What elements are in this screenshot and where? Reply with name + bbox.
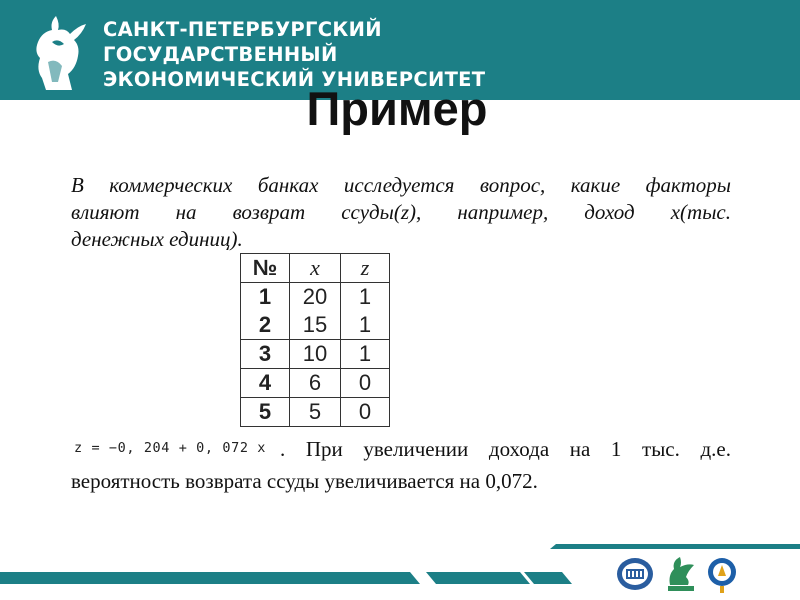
table-cell: 1 bbox=[341, 283, 390, 312]
university-name-line-1: САНКТ-ПЕТЕРБУРГСКИЙ bbox=[103, 18, 382, 41]
regression-formula: z = −0, 204 + 0, 072 x bbox=[74, 440, 267, 456]
finek-griffin-emblem-icon bbox=[664, 553, 698, 593]
table-header-x: x bbox=[290, 254, 341, 283]
table-row bbox=[241, 398, 390, 427]
table-row bbox=[241, 340, 390, 369]
university-emblem-icon bbox=[615, 556, 655, 592]
conclusion-line-2: вероятность возврата ссуды увеличивается на 0,072. bbox=[71, 469, 538, 493]
intro-line-2: влияют на возврат ссуды(z), например, доход x(тыс. bbox=[71, 200, 731, 224]
table-cell: 4 bbox=[241, 369, 290, 398]
table-header-z: z bbox=[341, 254, 390, 283]
conclusion-line-1: . При увеличении дохода на 1 тыс. д.е. bbox=[280, 437, 731, 461]
table-cell: 1 bbox=[241, 283, 290, 312]
table-cell: 5 bbox=[241, 398, 290, 427]
table-cell: 3 bbox=[241, 340, 290, 369]
table-cell: 0 bbox=[341, 369, 390, 398]
university-name-line-2: ГОСУДАРСТВЕННЫЙ bbox=[103, 43, 338, 66]
intro-text bbox=[71, 172, 731, 253]
intro-line-1: В коммерческих банках исследуется вопрос, какие факторы bbox=[71, 173, 731, 197]
data-table bbox=[240, 253, 390, 427]
table-cell: 0 bbox=[341, 398, 390, 427]
slide-title: Пример bbox=[306, 82, 488, 135]
table-header-number: № bbox=[241, 254, 290, 283]
table-row bbox=[241, 283, 390, 312]
intro-line-3: денежных единиц). bbox=[71, 227, 243, 251]
table-cell: 5 bbox=[290, 398, 341, 427]
table-cell: 10 bbox=[290, 340, 341, 369]
griffin-logo-icon bbox=[28, 12, 90, 92]
table-header-row bbox=[241, 254, 390, 283]
table-cell: 6 bbox=[290, 369, 341, 398]
table-cell: 2 bbox=[241, 311, 290, 340]
university-name-line-3: ЭКОНОМИЧЕСКИЙ УНИВЕРСИТЕТ bbox=[103, 68, 486, 91]
table-row bbox=[241, 369, 390, 398]
table-cell: 1 bbox=[341, 311, 390, 340]
table-cell: 1 bbox=[341, 340, 390, 369]
table-cell: 15 bbox=[290, 311, 341, 340]
table-cell: 20 bbox=[290, 283, 341, 312]
round-emblem-icon bbox=[706, 556, 738, 594]
table-row bbox=[241, 311, 390, 340]
